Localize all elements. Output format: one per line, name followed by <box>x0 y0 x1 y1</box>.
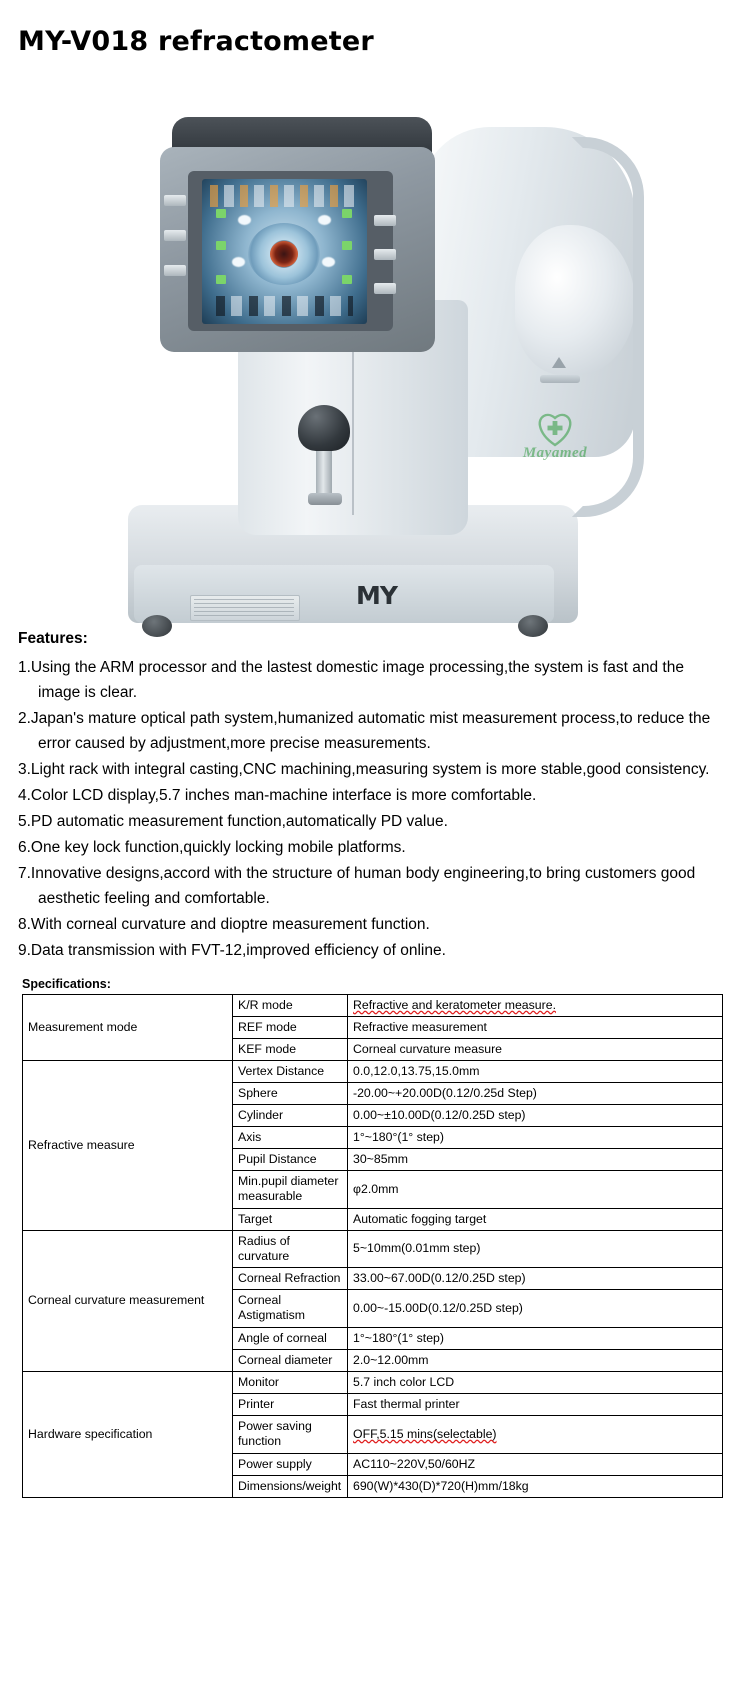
spec-value: Fast thermal printer <box>348 1393 723 1415</box>
feature-item: 5.PD automatic measurement function,automatically PD value. <box>18 812 448 830</box>
spec-value: 5~10mm(0.01mm step) <box>348 1230 723 1267</box>
lcd-indicator <box>216 241 226 250</box>
feature-item: 7.Innovative designs,accord with the structure of human body engineering,to bring customers good aesthetic feeling and comfortable. <box>18 864 696 907</box>
spec-category: Hardware specification <box>23 1371 233 1497</box>
lcd-pupil-target <box>270 241 298 267</box>
specifications-table <box>22 994 723 1498</box>
spec-category: Corneal curvature measurement <box>23 1230 233 1371</box>
device-rating-label-text <box>194 599 294 617</box>
device-side-vent <box>540 375 580 383</box>
spec-key: Corneal Refraction <box>233 1267 348 1289</box>
spec-value: Refractive measurement <box>348 1016 723 1038</box>
lcd-light-spot <box>232 257 245 267</box>
joystick-knob <box>298 405 350 451</box>
table-row <box>23 1060 723 1082</box>
device-foot-right <box>518 615 548 637</box>
spec-key: Monitor <box>233 1371 348 1393</box>
device-column-seam <box>352 325 354 515</box>
feature-item: 9.Data transmission with FVT-12,improved efficiency of online. <box>18 941 446 959</box>
spec-value: 33.00~67.00D(0.12/0.25D step) <box>348 1267 723 1289</box>
feature-item: 3.Light rack with integral casting,CNC machining,measuring system is more stable,good consistency. <box>18 760 710 778</box>
monitor-button-right-1 <box>374 215 396 226</box>
spec-category: Measurement mode <box>23 994 233 1060</box>
spec-key: Power supply <box>233 1453 348 1475</box>
warning-triangle-icon <box>552 357 566 368</box>
lcd-indicator <box>216 209 226 218</box>
spec-value: 690(W)*430(D)*720(H)mm/18kg <box>348 1475 723 1497</box>
page-title: MY-V018 refractometer <box>18 26 374 58</box>
spec-value: Refractive and keratometer measure. <box>348 994 723 1016</box>
device-brand-mark: MY <box>356 580 397 610</box>
spec-key: Dimensions/weight <box>233 1475 348 1497</box>
spec-key: Min.pupil diameter measurable <box>233 1170 348 1208</box>
table-row <box>23 994 723 1016</box>
spec-value: AC110~220V,50/60HZ <box>348 1453 723 1475</box>
spec-key: Target <box>233 1208 348 1230</box>
spec-key: Vertex Distance <box>233 1060 348 1082</box>
spec-value: 0.00~-15.00D(0.12/0.25D step) <box>348 1289 723 1327</box>
spec-key: KEF mode <box>233 1038 348 1060</box>
spec-key: Angle of corneal <box>233 1327 348 1349</box>
lcd-indicator <box>342 209 352 218</box>
spec-value: 0.00~±10.00D(0.12/0.25D step) <box>348 1104 723 1126</box>
spec-value: 5.7 inch color LCD <box>348 1371 723 1393</box>
spec-value: 1°~180°(1° step) <box>348 1126 723 1148</box>
spec-value: -20.00~+20.00D(0.12/0.25d Step) <box>348 1082 723 1104</box>
monitor-button-left-3 <box>164 265 186 276</box>
spec-value: Automatic fogging target <box>348 1208 723 1230</box>
spec-key: K/R mode <box>233 994 348 1016</box>
spec-value: OFF,5.15 mins(selectable) <box>348 1415 723 1453</box>
lcd-top-readout <box>210 185 359 207</box>
spec-key: Corneal diameter <box>233 1349 348 1371</box>
spec-value: 0.0,12.0,13.75,15.0mm <box>348 1060 723 1082</box>
lcd-light-spot <box>318 215 331 225</box>
spec-value: 30~85mm <box>348 1148 723 1170</box>
spec-key: Printer <box>233 1393 348 1415</box>
refractometer-illustration <box>120 75 640 630</box>
watermark-logo-icon <box>534 407 576 449</box>
monitor-button-right-2 <box>374 249 396 260</box>
joystick-base-ring <box>308 493 342 505</box>
monitor-button-left-1 <box>164 195 186 206</box>
spec-value: Corneal curvature measure <box>348 1038 723 1060</box>
spec-key: Power saving function <box>233 1415 348 1453</box>
lcd-indicator <box>342 275 352 284</box>
spec-value: 2.0~12.00mm <box>348 1349 723 1371</box>
lcd-light-spot <box>322 257 335 267</box>
feature-item: 1.Using the ARM processor and the lastest domestic image processing,the system is fast and the image is clear. <box>18 658 684 701</box>
features-heading: Features: <box>18 629 88 647</box>
device-foot-left <box>142 615 172 637</box>
watermark <box>490 407 620 462</box>
watermark-text: Mayamed <box>522 444 588 461</box>
lcd-indicator <box>342 241 352 250</box>
feature-item: 6.One key lock function,quickly locking mobile platforms. <box>18 838 406 856</box>
features-section <box>0 630 750 963</box>
specifications-heading: Specifications: <box>22 976 111 991</box>
spec-category: Refractive measure <box>23 1060 233 1230</box>
spec-value: φ2.0mm <box>348 1170 723 1208</box>
table-row <box>23 1371 723 1393</box>
monitor-button-right-3 <box>374 283 396 294</box>
spec-key: Sphere <box>233 1082 348 1104</box>
monitor-button-left-2 <box>164 230 186 241</box>
lcd-bottom-readout <box>216 296 353 316</box>
feature-item: 8.With corneal curvature and dioptre measurement function. <box>18 915 430 933</box>
spec-key: Pupil Distance <box>233 1148 348 1170</box>
feature-item: 4.Color LCD display,5.7 inches man-machine interface is more comfortable. <box>18 786 537 804</box>
spec-key: REF mode <box>233 1016 348 1038</box>
lcd-screen <box>202 179 367 324</box>
spec-key: Radius of curvature <box>233 1230 348 1267</box>
feature-item: 2.Japan's mature optical path system,humanized automatic mist measurement process,to reduce the error caused by adjustment,more precise measurements. <box>18 709 711 752</box>
spec-key: Corneal Astigmatism <box>233 1289 348 1327</box>
spec-value: 1°~180°(1° step) <box>348 1327 723 1349</box>
lcd-indicator <box>216 275 226 284</box>
spec-key: Cylinder <box>233 1104 348 1126</box>
table-row <box>23 1230 723 1267</box>
spec-key: Axis <box>233 1126 348 1148</box>
lcd-light-spot <box>238 215 251 225</box>
product-image <box>0 75 750 630</box>
